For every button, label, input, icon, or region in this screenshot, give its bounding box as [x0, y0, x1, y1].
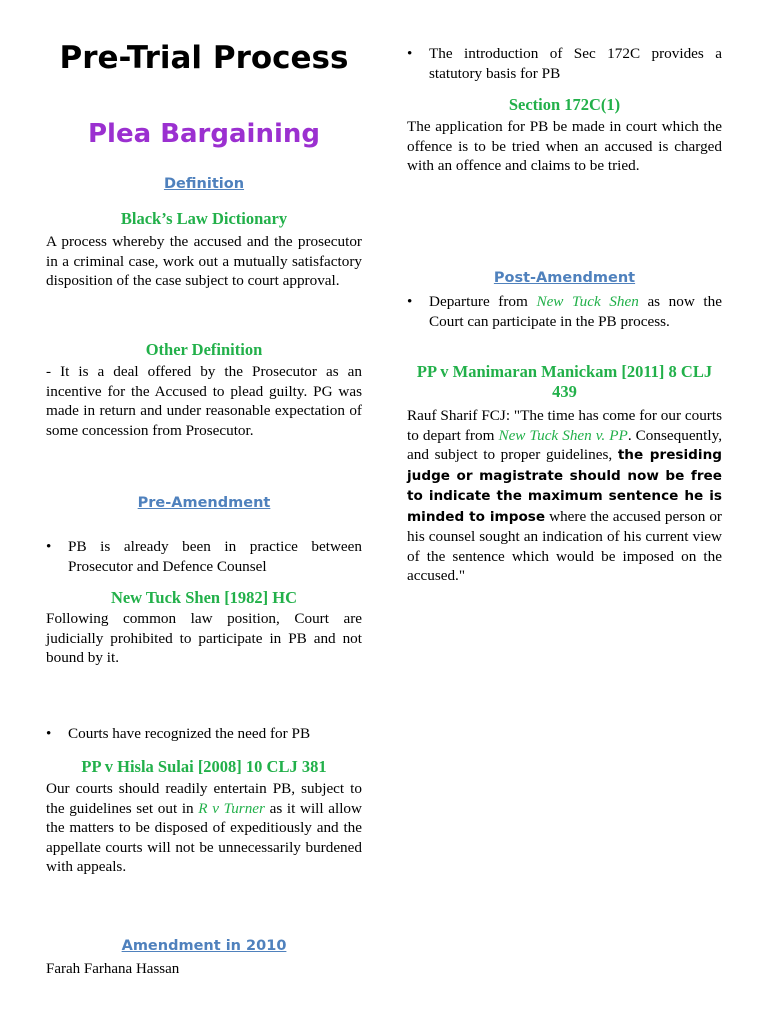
other-definition-text: - It is a deal offered by the Prosecutor as an incentive for the Accused to plead guilty. PG was made in return and under reasonable expectation of some concession from Prosecutor. — [46, 363, 362, 439]
post-amendment-heading[interactable]: Post-Amendment — [493, 270, 636, 286]
new-tuck-shen-text: Following common law position, Court are judicially prohibited to participate in PB and not bound by it. — [46, 610, 362, 666]
section-172c-text: The application for PB be made in court which the offence is to be tried when an accused is charged with an offence and claims to be tried. — [407, 118, 722, 174]
amendment-2010-heading[interactable]: Amendment in 2010 — [121, 938, 287, 954]
intro-bullet — [407, 44, 722, 83]
r-v-turner-case: R v Turner — [198, 799, 265, 817]
bullet-dot-icon: • — [46, 538, 52, 555]
section-172c-heading: Section 172C(1) — [508, 95, 621, 114]
new-tuck-shen-heading: New Tuck Shen [1982] HC — [110, 588, 298, 607]
bullet-dot-icon: • — [46, 725, 52, 742]
blacks-law-definition: A process whereby the accused and the prosecutor in a criminal case, work out a mutually satisfactory disposition of the case subject to court approval. — [46, 233, 362, 289]
post-amendment-bullet — [407, 292, 722, 331]
page-title: Pre-Trial Process — [59, 40, 349, 76]
other-definition-heading: Other Definition — [145, 340, 263, 359]
blacks-law-heading: Black’s Law Dictionary — [120, 209, 288, 228]
page-subtitle: Plea Bargaining — [88, 119, 320, 149]
bullet-dot-icon: • — [407, 293, 413, 310]
courts-recognized-bullet — [46, 724, 362, 744]
manimaran-heading: PP v Manimaran Manickam [2011] 8 CLJ 439 — [416, 362, 713, 401]
hisla-sulai-text: Our courts should readily entertain PB, subject to the guidelines set out in R v Turner as it will allow the matters to be disposed of expeditiously and the appellate courts will not be unnecessarily burdened with appeals. — [46, 780, 362, 875]
bullet-text: Courts have recognized the need for PB — [68, 725, 311, 742]
pre-amendment-bullet — [46, 537, 362, 576]
bullet-text: The introduction of Sec 172C provides a statutory basis for PB — [429, 45, 722, 82]
author-name: Farah Farhana Hassan — [46, 961, 180, 977]
hisla-sulai-heading: PP v Hisla Sulai [2008] 10 CLJ 381 — [81, 757, 327, 776]
bullet-text: PB is already been in practice between Prosecutor and Defence Counsel — [68, 538, 362, 575]
manimaran-quote: Rauf Sharif FCJ: "The time has come for our courts to depart from New Tuck Shen v. PP. Consequently, and subject to proper guidelines, the presiding judge or magistrate should now be free to indicate the maximum sentence he is minded to impose where the accused person or his counsel sought an indication of his current view of the sentence which would be imposed on the accused." — [407, 407, 722, 584]
quote-emphasis: the presiding judge or magistrate should now be free to indicate the maximum sentence he is minded to impose — [407, 447, 722, 525]
bullet-dot-icon: • — [407, 45, 413, 62]
definition-heading[interactable]: Definition — [163, 176, 245, 192]
bullet-text: Departure from New Tuck Shen as now the Court can participate in the PB process. — [429, 293, 722, 330]
new-tuck-shen-v-pp-case: New Tuck Shen v. PP — [498, 426, 628, 444]
pre-amendment-heading[interactable]: Pre-Amendment — [137, 495, 271, 511]
new-tuck-shen-case: New Tuck Shen — [536, 293, 639, 310]
